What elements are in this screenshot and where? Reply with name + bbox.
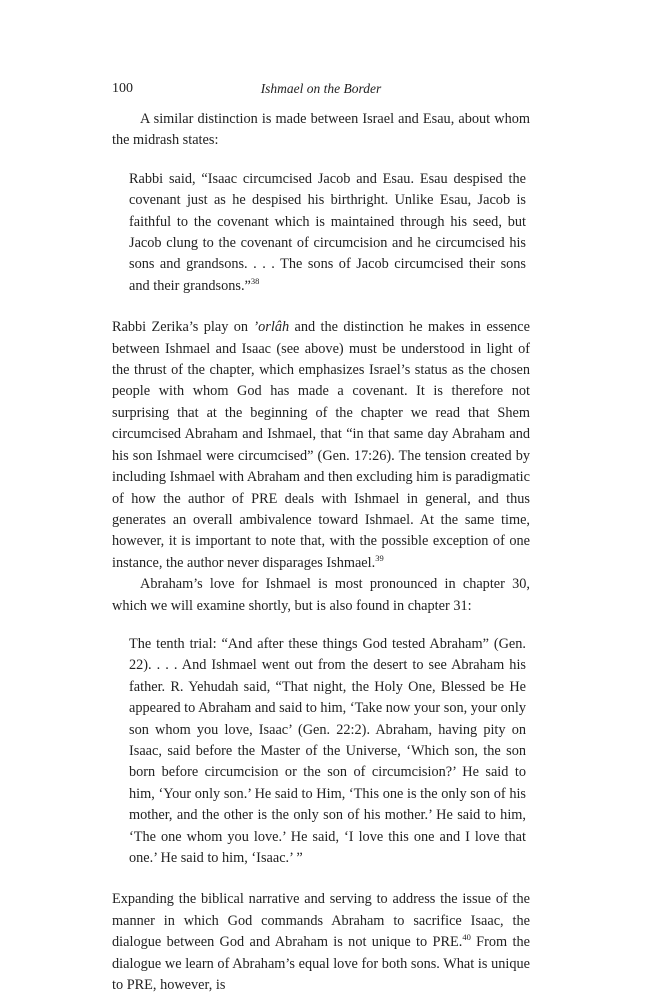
term-orlah: ’orlâh: [253, 319, 290, 336]
block-quote-tenth-trial: The tenth trial: “And after these things God tested Abraham” (Gen. 22). . . . And Ishmael went out from the desert to see Abraham his father. R. Yehudah said, “That night, the Holy One, Blessed be He appeared to Abraham and said to him, ‘Take now your son, your only son whom you love, Isaac’ (Gen. 22:2). Abraham, having pity on Isaac, said before the Master of the Universe, ‘Which son, the son born before circumcision or the son of circumcision?’ He said to him, ‘Your only son.’ He said to Him, ‘This one is the only son of his mother, and the other is the only son of his mother.’ He said to him, ‘The one whom you love.’ He said, ‘I love this one and I love that one.’ He said to him, ‘Isaac.’ ”: [129, 635, 526, 866]
paragraph-expanding-narrative-rest: From the dialogue we learn of Abraham’s equal love for both sons. What is unique to PRE, however, is: [112, 934, 530, 994]
paragraph-rabbi-zerika: [112, 317, 530, 574]
block-quote-rabbi-text: Rabbi said, “Isaac circumcised Jacob and Esau. Esau despised the covenant just as he despised his birthright. Unlike Esau, Jacob is faithful to the covenant which is maintained through his seed, but Jacob clung to the covenant of circumcision and he circumcised his sons and grandsons. . . . The sons of Jacob circumcised their sons and their grandsons.”: [129, 170, 526, 294]
footnote-ref-40[interactable]: 40: [462, 932, 471, 943]
page-header: [112, 78, 530, 98]
paragraph-expanding-narrative: [112, 889, 530, 996]
paragraph-rabbi-zerika-start: Rabbi Zerika’s play on: [112, 319, 254, 336]
running-head: Ishmael on the Border: [260, 81, 382, 96]
page-number: 100: [112, 81, 133, 96]
book-page: [112, 78, 530, 996]
block-quote-rabbi: [129, 169, 526, 297]
paragraph-intro: A similar distinction is made between Israel and Esau, about whom the midrash states:: [112, 111, 530, 149]
footnote-ref-39[interactable]: 39: [375, 552, 384, 563]
footnote-ref-38[interactable]: 38: [250, 276, 260, 287]
paragraph-rabbi-zerika-rest: and the distinction he makes in essence between Ishmael and Isaac (see above) must be understood in light of the thrust of the chapter, which emphasizes Israel’s status as the chosen people with whom God has made a covenant. It is therefore not surprising that at the beginning of the chapter we read that Shem circumcised Abraham and Ishmael, that “in that same day Abraham and his son Ishmael were circumcised” (Gen. 17:26). The tension created by including Ishmael with Abraham and then excluding him is paradigmatic of how the author of PRE deals with Ishmael in general, and thus generates an overall ambivalence toward Ishmael. At the same time, however, it is important to note that, with the possible exception of one instance, the author never disparages Ishmael.: [112, 319, 530, 571]
paragraph-abrahams-love: Abraham’s love for Ishmael is most pronounced in chapter 30, which we will examine shortly, but is also found in chapter 31:: [112, 576, 530, 614]
paragraph-expanding-narrative-start: Expanding the biblical narrative and serving to address the issue of the manner in which God commands Abraham to sacrifice Isaac, the dialogue between God and Abraham is not unique to PRE.: [112, 891, 530, 951]
